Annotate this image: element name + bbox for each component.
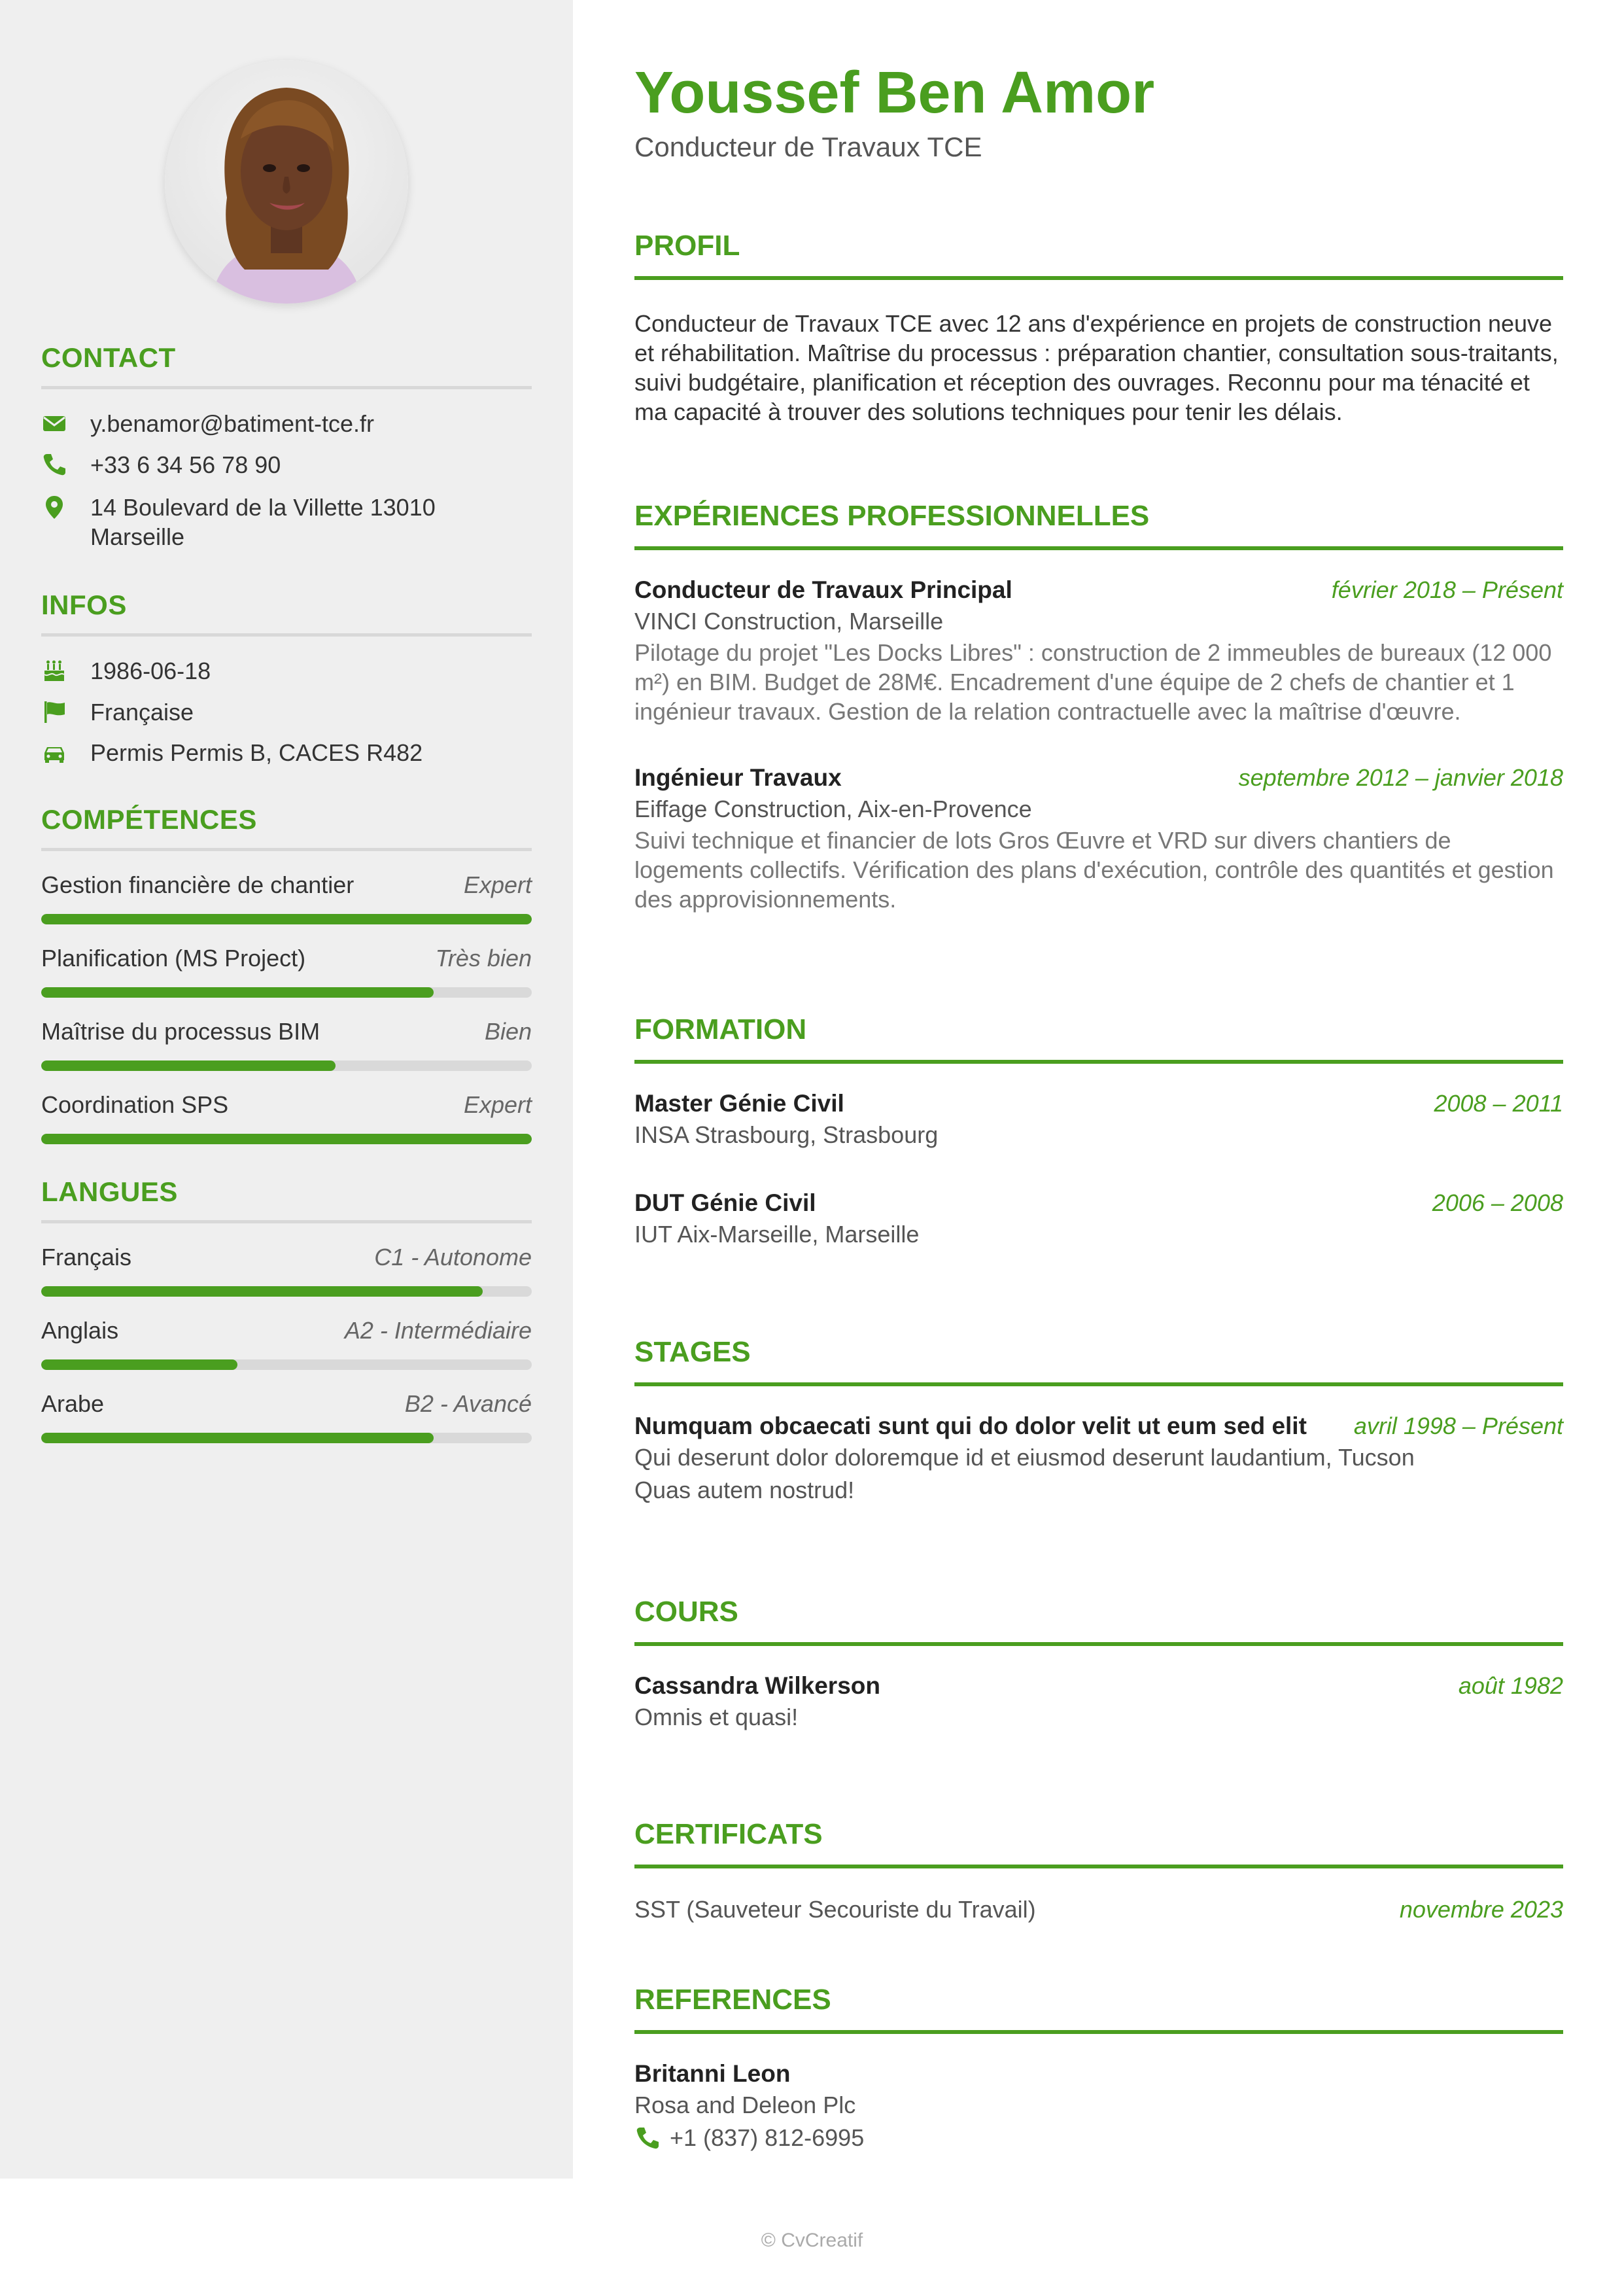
profile-title: PROFIL (634, 230, 740, 262)
divider (634, 1642, 1563, 1646)
contact-phone-row (41, 450, 496, 480)
candidate-name: Youssef Ben Amor (634, 60, 1155, 126)
experience-entry (634, 575, 1563, 726)
skill-progress-fill (41, 1060, 336, 1071)
info-license: Permis Permis B, CACES R482 (90, 739, 423, 766)
education-entry (634, 1188, 1563, 1251)
infos-title: INFOS (41, 589, 127, 620)
contact-address: 14 Boulevard de la Villette 13010 Marseille (90, 494, 436, 550)
contact-phone[interactable]: +33 6 34 56 78 90 (90, 451, 281, 478)
skill-progress-fill (41, 914, 532, 924)
skill-item (41, 1017, 532, 1071)
map-pin-icon (41, 494, 67, 520)
experience-company: VINCI Construction, Marseille (634, 608, 944, 635)
language-progress-bar (41, 1433, 532, 1443)
sidebar (0, 0, 573, 2179)
language-progress-fill (41, 1359, 237, 1370)
education-entry (634, 1089, 1563, 1151)
skill-level: Expert (463, 871, 532, 898)
info-nationality-row (41, 697, 496, 727)
skill-item (41, 871, 532, 924)
skill-level: Expert (463, 1091, 532, 1118)
divider (41, 1220, 532, 1223)
experience-section (634, 499, 1563, 914)
contact-email-row (41, 409, 496, 438)
divider (41, 848, 532, 851)
info-license-row (41, 738, 496, 767)
education-school: IUT Aix-Marseille, Marseille (634, 1221, 920, 1248)
experience-desc: Suivi technique et financier de lots Gros Œuvre et VRD sur divers chantiers de logements collectifs. Vérification des plans d'exécution, contrôle des quantités et gestion des approvisionnements. (634, 827, 1554, 913)
reference-name: Britanni Leon (634, 2060, 791, 2087)
info-birthdate-row (41, 656, 496, 686)
skill-progress-bar (41, 914, 532, 924)
education-section (634, 1013, 1563, 1251)
internship-entry (634, 1411, 1563, 1507)
divider (634, 1865, 1563, 1868)
internship-company: Qui deserunt dolor doloremque id et eiusmod deserunt laudantium, Tucson (634, 1444, 1415, 1471)
divider (634, 546, 1563, 550)
language-item (41, 1316, 532, 1370)
reference-phone[interactable]: +1 (837) 812-6995 (670, 2124, 865, 2151)
experience-dates: février 2018 – Présent (1331, 576, 1563, 603)
education-degree: Master Génie Civil (634, 1090, 844, 1117)
certificates-section (634, 1817, 1563, 1926)
profile-section (634, 229, 1563, 427)
references-title: REFERENCES (634, 1984, 831, 2016)
course-date: août 1982 (1458, 1672, 1563, 1699)
phone-icon (41, 451, 67, 478)
internship-role: Numquam obcaecati sunt qui do dolor velit ut eum sed elit (634, 1412, 1307, 1439)
education-degree: DUT Génie Civil (634, 1189, 816, 1216)
education-dates: 2008 – 2011 (1434, 1090, 1563, 1117)
divider (634, 276, 1563, 280)
language-progress-bar (41, 1286, 532, 1297)
language-name: Anglais (41, 1317, 119, 1344)
divider (41, 633, 532, 637)
experience-role: Ingénieur Travaux (634, 764, 842, 791)
language-level: C1 - Autonome (374, 1244, 532, 1270)
experience-desc: Pilotage du projet "Les Docks Libres" : construction de 2 immeubles de bureaux (12 000 m²) en BIM. Budget de 28M€. Encadrement d'une équipe de 2 chefs de chantier et 1 ingénieur travaux. Gestion de la relation contractuelle avec la maîtrise d'œuvre. (634, 639, 1552, 725)
divider (634, 2030, 1563, 2034)
language-item (41, 1390, 532, 1443)
internship-desc: Quas autem nostrud! (634, 1477, 855, 1503)
divider (634, 1060, 1563, 1064)
phone-icon (634, 2125, 661, 2151)
divider (634, 1382, 1563, 1386)
infos-section (41, 589, 532, 766)
skill-name: Planification (MS Project) (41, 945, 306, 972)
course-entry (634, 1671, 1563, 1734)
skill-item (41, 944, 532, 998)
job-title: Conducteur de Travaux TCE (634, 131, 982, 162)
internships-title: STAGES (634, 1336, 751, 1368)
education-school: INSA Strasbourg, Strasbourg (634, 1121, 939, 1148)
footer-credit: © CvCreatif (761, 2230, 863, 2251)
reference-phone-row (634, 2122, 1563, 2154)
language-name: Français (41, 1244, 132, 1270)
certificates-title: CERTIFICATS (634, 1818, 823, 1850)
skill-level: Très bien (435, 945, 532, 972)
skill-name: Maîtrise du processus BIM (41, 1018, 320, 1045)
skill-progress-fill (41, 987, 434, 998)
certificate-name: SST (Sauveteur Secouriste du Travail) (634, 1896, 1036, 1923)
course-name: Cassandra Wilkerson (634, 1672, 880, 1699)
internship-dates: avril 1998 – Présent (1353, 1412, 1563, 1439)
reference-entry (634, 2059, 1563, 2154)
languages-section (41, 1176, 532, 1417)
language-level: B2 - Avancé (404, 1390, 532, 1417)
envelope-icon (41, 410, 67, 436)
header (634, 60, 1563, 164)
info-nationality: Française (90, 699, 194, 726)
education-dates: 2006 – 2008 (1432, 1189, 1563, 1216)
language-level: A2 - Intermédiaire (344, 1317, 532, 1344)
skill-progress-bar (41, 1060, 532, 1071)
language-progress-bar (41, 1359, 532, 1370)
languages-title: LANGUES (41, 1176, 178, 1207)
courses-title: COURS (634, 1596, 738, 1628)
skill-level: Bien (484, 1018, 532, 1045)
contact-title: CONTACT (41, 342, 176, 373)
reference-company: Rosa and Deleon Plc (634, 2092, 856, 2118)
experience-entry (634, 763, 1563, 914)
language-name: Arabe (41, 1390, 105, 1417)
experience-company: Eiffage Construction, Aix-en-Provence (634, 796, 1032, 822)
skills-section (41, 803, 532, 1118)
experience-title: EXPÉRIENCES PROFESSIONNELLES (634, 500, 1150, 532)
courses-section (634, 1595, 1563, 1734)
education-title: FORMATION (634, 1013, 807, 1045)
references-section (634, 1983, 1563, 2154)
skill-progress-bar (41, 1134, 532, 1144)
skills-title: COMPÉTENCES (41, 804, 257, 835)
skill-name: Gestion financière de chantier (41, 871, 354, 898)
course-desc: Omnis et quasi! (634, 1704, 799, 1730)
skill-progress-bar (41, 987, 532, 998)
skill-name: Coordination SPS (41, 1091, 229, 1118)
contact-email[interactable]: y.benamor@batiment-tce.fr (90, 410, 375, 437)
experience-dates: septembre 2012 – janvier 2018 (1238, 764, 1563, 791)
language-item (41, 1243, 532, 1297)
cake-icon (41, 657, 67, 684)
certificate-entry (634, 1893, 1563, 1926)
contact-section (41, 342, 532, 550)
contact-address-row (41, 493, 496, 552)
divider (41, 386, 532, 389)
flag-icon (41, 699, 67, 725)
info-birthdate: 1986-06-18 (90, 657, 211, 684)
experience-role: Conducteur de Travaux Principal (634, 576, 1012, 603)
profile-text: Conducteur de Travaux TCE avec 12 ans d'expérience en projets de construction neuve et réhabilitation. Maîtrise du processus : préparation chantier, consultation sous-traitants, suivi budgétaire, planification et réception des ouvrages. Reconnu pour ma ténacité et ma capacité à trouver des solutions techniques pour tenir les délais. (634, 310, 1559, 425)
language-progress-fill (41, 1286, 483, 1297)
profile-photo (165, 60, 408, 304)
internships-section (634, 1335, 1563, 1507)
skill-item (41, 1091, 532, 1144)
car-icon (41, 739, 67, 765)
skill-progress-fill (41, 1134, 532, 1144)
certificate-date: novembre 2023 (1399, 1896, 1563, 1923)
language-progress-fill (41, 1433, 434, 1443)
